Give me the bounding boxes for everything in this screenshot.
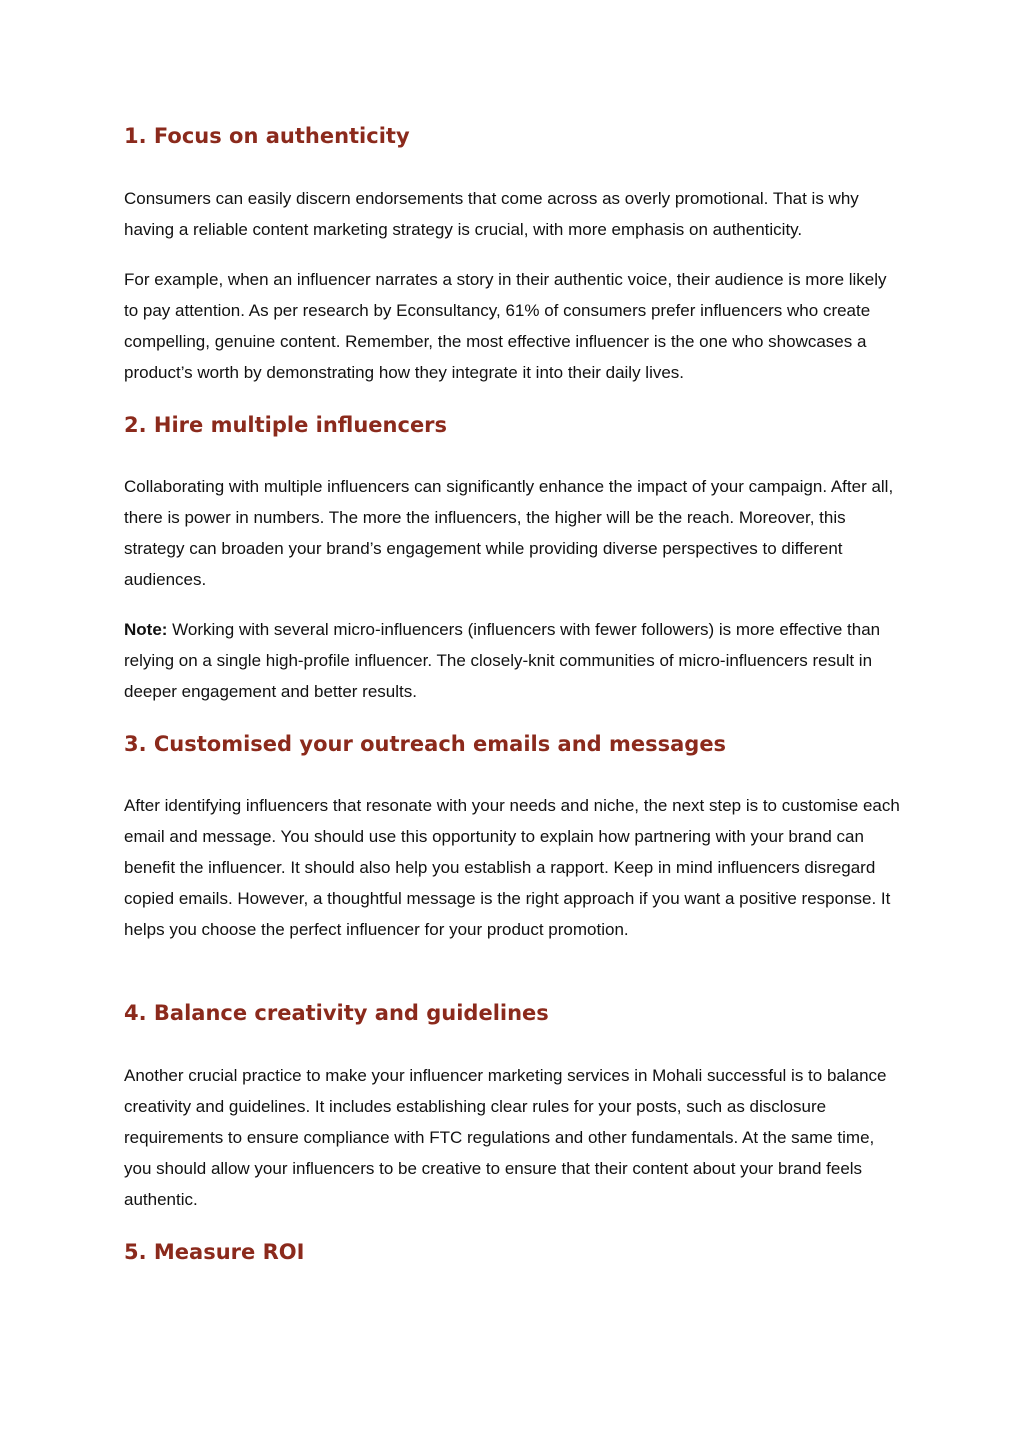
section-heading-1: 1. Focus on authenticity	[124, 124, 410, 148]
note-label: Note:	[124, 620, 168, 639]
paragraph: Collaborating with multiple influencers can significantly enhance the impact of your campaign. After all, there is power in numbers. The more the influencers, the higher will be the reach. Moreover, this strategy can broaden your brand’s engagement while providing diverse perspectives to different audiences.	[124, 477, 894, 589]
note-text: Working with several micro-influencers (influencers with fewer followers) is more effective than relying on a single high-profile influencer. The closely-knit communities of micro-influencers result in deeper engagement and better results.	[124, 620, 881, 701]
section-heading-2: 2. Hire multiple influencers	[124, 413, 448, 437]
note-paragraph	[124, 614, 904, 707]
paragraph: Another crucial practice to make your influencer marketing services in Mohali successful is to balance creativity and guidelines. It includes establishing clear rules for your posts, such as disclosure requirements to ensure compliance with FTC regulations and other fundamentals. At the same time, you should allow your influencers to be creative to ensure that their content about your brand feels authentic.	[124, 1066, 887, 1209]
section-heading-5: 5. Measure ROI	[124, 1240, 305, 1264]
paragraph: Consumers can easily discern endorsements that come across as overly promotional. That is why having a reliable content marketing strategy is crucial, with more emphasis on authenticity.	[124, 189, 859, 239]
section-heading-3: 3. Customised your outreach emails and messages	[124, 732, 727, 756]
section-heading-4: 4. Balance creativity and guidelines	[124, 1001, 549, 1025]
paragraph: After identifying influencers that resonate with your needs and niche, the next step is to customise each email and message. You should use this opportunity to explain how partnering with your brand can benefit the influencer. It should also help you establish a rapport. Keep in mind influencers disregard copied emails. However, a thoughtful message is the right approach if you want a positive response. It helps you choose the perfect influencer for your product promotion.	[124, 796, 900, 939]
paragraph: For example, when an influencer narrates a story in their authentic voice, their audience is more likely to pay attention. As per research by Econsultancy, 61% of consumers prefer influencers who create compelling, genuine content. Remember, the most effective influencer is the one who showcases a product’s worth by demonstrating how they integrate it into their daily lives.	[124, 270, 887, 382]
